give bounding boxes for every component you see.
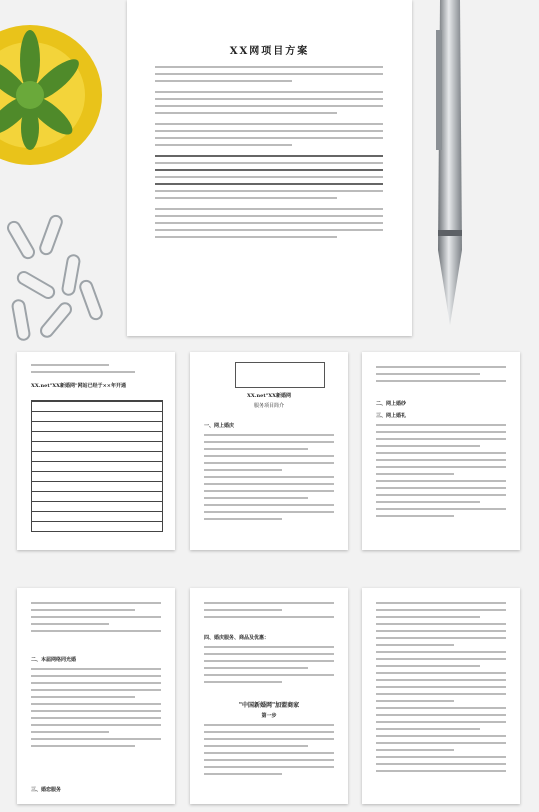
data-table [31, 400, 163, 532]
header-box [235, 362, 325, 388]
page-title: XX网项目方案 [229, 46, 310, 57]
section-heading: 二、网上婚纱 [376, 401, 407, 407]
section-heading: 三、婚恋服务 [31, 787, 62, 793]
section-heading: 四、婚庆服务、商品及优惠： [204, 635, 270, 641]
document-page-6 [190, 588, 348, 804]
body-text [155, 66, 383, 243]
section-heading: 二、本届网络同光婚 [31, 657, 77, 663]
section-heading: 一、网上婚庆 [204, 423, 235, 429]
banner-subtitle: 第一步 [261, 713, 277, 719]
banner-title: "中国新婚网"加盟商家 [238, 702, 300, 709]
paperclip-icon [5, 210, 120, 350]
document-page-2 [17, 352, 175, 550]
page-subtitle: 服务项目简介 [253, 403, 284, 409]
document-page-5 [17, 588, 175, 804]
pen-icon [420, 0, 480, 330]
document-page-4 [362, 352, 520, 550]
page-title: XX.net"XX新婚网 [247, 393, 291, 399]
document-page-7 [362, 588, 520, 804]
plant-pot-icon [0, 0, 110, 180]
section-heading: 三、网上婚礼 [376, 413, 407, 419]
document-page-main [127, 0, 412, 336]
document-page-3 [190, 352, 348, 550]
section-heading: XX.net"XX新婚网"网站已经于××年开通 [31, 383, 126, 389]
